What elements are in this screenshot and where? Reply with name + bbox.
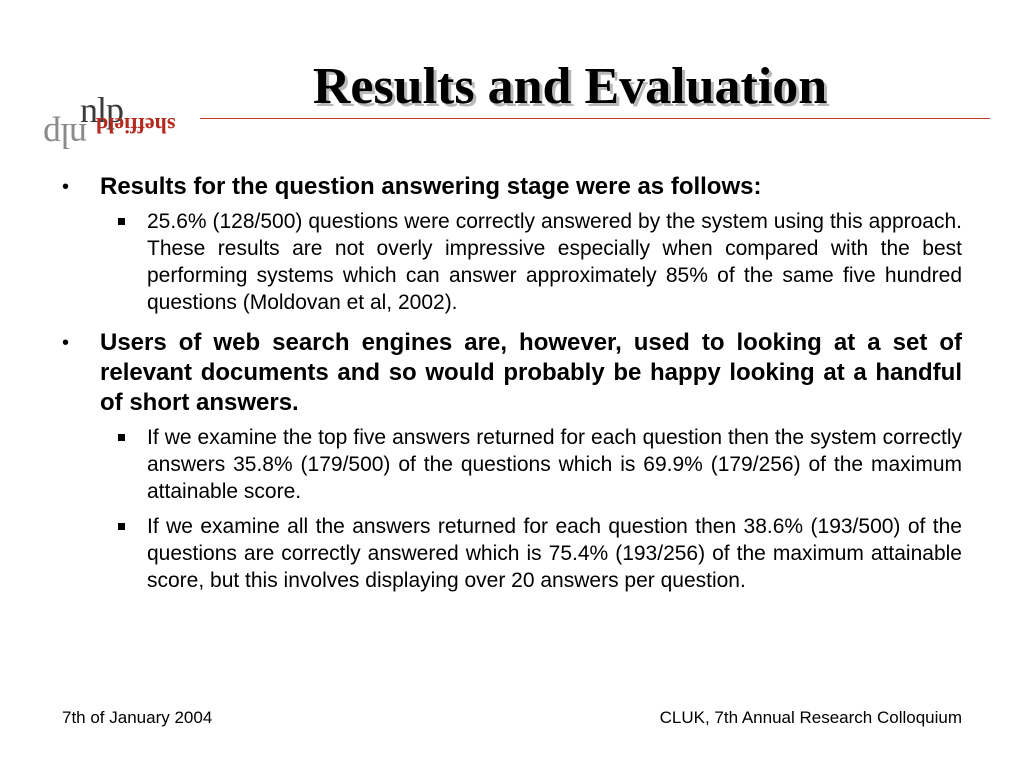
logo-mirrored-nlp-text: nlp	[44, 116, 88, 156]
bullet-dot-icon: •	[62, 332, 70, 354]
sub-bullet-item	[62, 424, 962, 505]
bullet-text: Users of web search engines are, however, used to looking at a set of relevant documents and so would probably be happy looking at a handful of short answers.	[100, 329, 962, 416]
sub-bullet-text: 25.6% (128/500) questions were correctly answered by the system using this approach. These results are not overly impressive especially when compared with the best performing systems which can answer approximately 85% of the same five hundred questions (Moldovan et al, 2002).	[147, 210, 962, 314]
footer-event: CLUK, 7th Annual Research Colloquium	[659, 708, 962, 727]
slide-body	[62, 172, 962, 594]
square-bullet-icon	[118, 523, 125, 530]
square-bullet-icon	[118, 434, 125, 441]
footer-date: 7th of January 2004	[62, 708, 213, 727]
bullet-item	[62, 172, 962, 202]
slide-title: Results and Evaluation	[312, 58, 828, 115]
bullet-item	[62, 328, 962, 418]
bullet-text: Results for the question answering stage were as follows:	[100, 173, 762, 200]
sub-bullet-text: If we examine all the answers returned for each question then 38.6% (193/500) of the questions are correctly answered which is 75.4% (193/256) of the maximum attainable score, but this involves displaying over 20 answers per question.	[147, 515, 962, 592]
logo-nlp-text: nlp	[80, 90, 124, 130]
title-divider	[200, 118, 990, 119]
nlp-sheffield-logo	[44, 90, 214, 156]
bullet-dot-icon: •	[62, 176, 70, 198]
square-bullet-icon	[118, 218, 125, 225]
logo-sheffield-text: sheffield	[96, 113, 176, 138]
sub-bullet-item	[62, 208, 962, 316]
sub-bullet-text: If we examine the top five answers returned for each question then the system correctly answers 35.8% (179/500) of the questions which is 69.9% (179/256) of the maximum attainable score.	[147, 426, 962, 503]
sub-bullet-item	[62, 513, 962, 594]
